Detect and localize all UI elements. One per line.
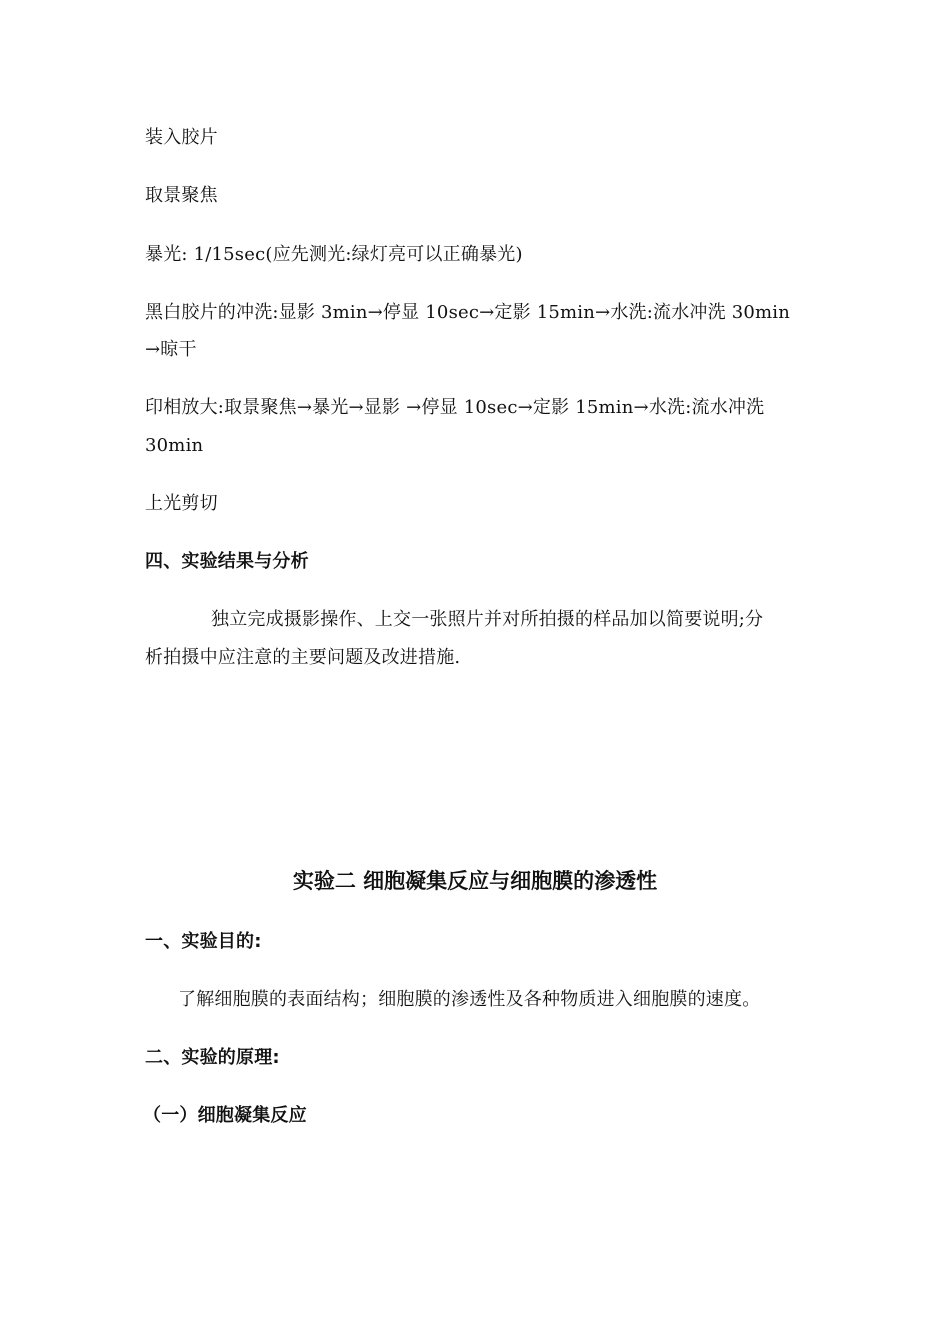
- step-framing-focus: 取景聚焦: [145, 185, 218, 206]
- step-bw-processing-line2: →晾干: [145, 339, 197, 360]
- sub-heading-agglutination: （一）细胞凝集反应: [143, 1105, 307, 1126]
- results-heading: 四、实验结果与分析: [145, 551, 309, 572]
- step-exposure: 暴光: 1/15sec(应先测光:绿灯亮可以正确暴光): [145, 244, 523, 265]
- experiment2-title: 实验二 细胞凝集反应与细胞膜的渗透性: [292, 869, 658, 893]
- step-glazing-cutting: 上光剪切: [145, 493, 218, 514]
- principle-heading: 二、实验的原理:: [145, 1047, 280, 1068]
- step-load-film: 装入胶片: [145, 127, 218, 148]
- results-paragraph-line2: 析拍摄中应注意的主要问题及改进措施.: [145, 647, 461, 668]
- step-printing-line2: 30min: [145, 435, 204, 456]
- step-printing-line1: 印相放大:取景聚焦→暴光→显影 →停显 10sec→定影 15min→水洗:流水冲洗: [145, 397, 765, 418]
- step-bw-processing-line1: 黑白胶片的冲洗:显影 3min→停显 10sec→定影 15min→水洗:流水冲洗 30min: [145, 302, 791, 323]
- results-paragraph-line1: 独立完成摄影操作、上交一张照片并对所拍摄的样品加以简要说明;分: [211, 609, 764, 630]
- purpose-text: 了解细胞膜的表面结构；细胞膜的渗透性及各种物质进入细胞膜的速度。: [178, 989, 761, 1010]
- purpose-heading: 一、实验目的:: [145, 931, 262, 952]
